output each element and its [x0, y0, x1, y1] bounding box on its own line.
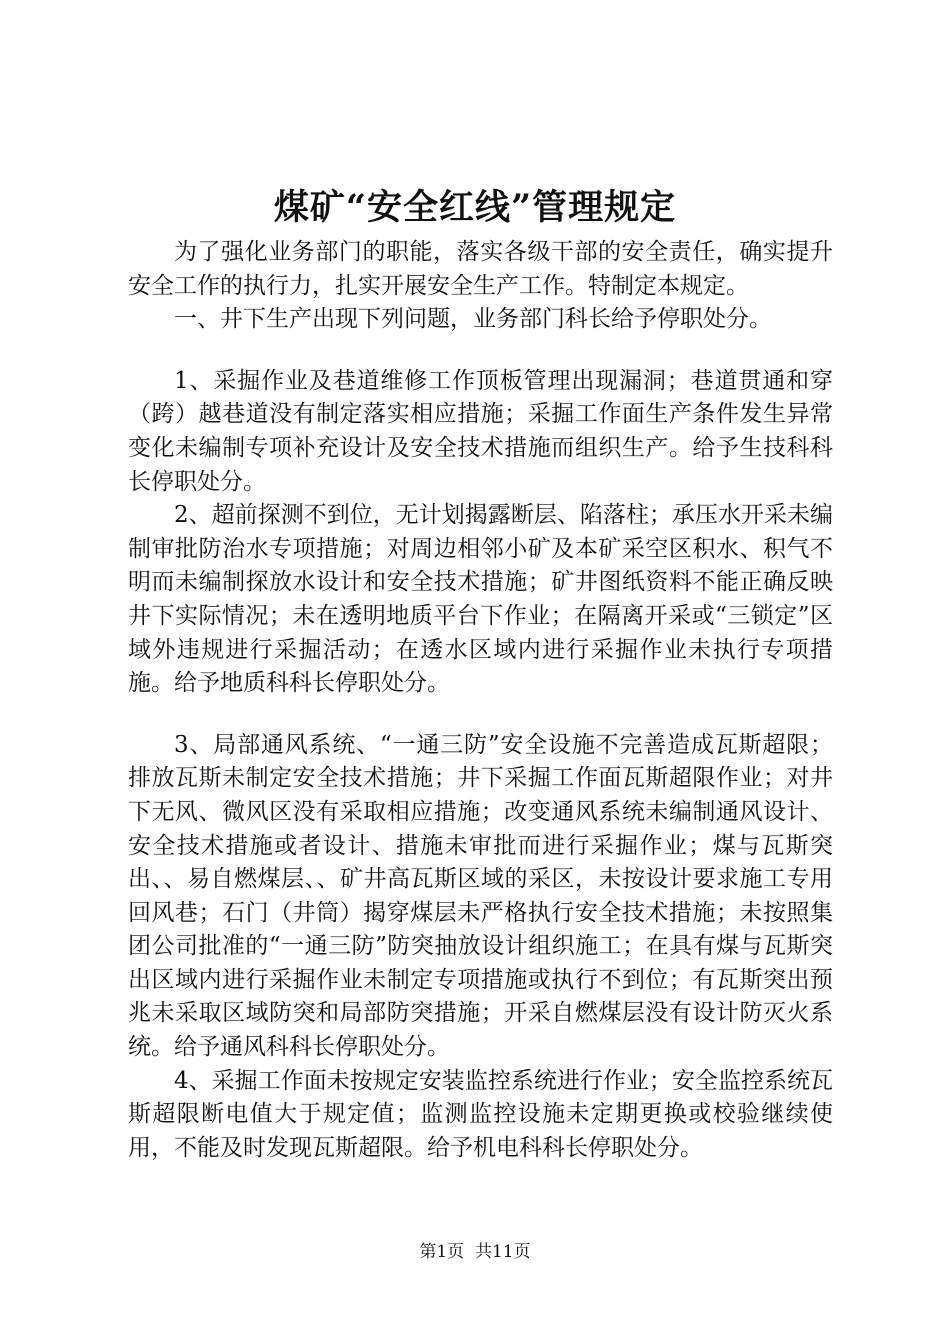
page-footer — [0, 1240, 950, 1264]
section-heading: 一、井下生产出现下列问题，业务部门科长给予停职处分。 — [174, 306, 772, 333]
intro-paragraph: 为了强化业务部门的职能，落实各级干部的安全责任，确实提升安全工作的执行力，扎实开展安全生产工作。特制定本规定。 — [128, 239, 833, 299]
document-body — [128, 236, 833, 1165]
document-title: 煤矿“安全红线”管理规定 — [273, 187, 677, 228]
clause-4-paragraph: 4、采掘工作面未按规定安装监控系统进行作业；安全监控系统瓦斯超限断电值大于规定值；监测监控设施未定期更换或校验继续使用，不能及时发现瓦斯超限。给予机电科科长停职处分。 — [128, 1067, 833, 1161]
clause-3-paragraph: 3、局部通风系统、“一通三防”安全设施不完善造成瓦斯超限；排放瓦斯未制定安全技术措施；井下采掘工作面瓦斯超限作业；对井下无风、微风区没有采取相应措施；改变通风系统未编制通风设计、安全技术措施或者设计、措施未审批而进行采掘作业；煤与瓦斯突出、、易自燃煤层、、矿井高瓦斯区域的采区，未按设计要求施工专用回风巷；石门（井筒）揭穿煤层未严格执行安全技术措施；未按照集团公司批准的“一通三防”防突抽放设计组织施工；在具有煤与瓦斯突出区域内进行采掘作业未制定专项措施或执行不到位；有瓦斯突出预兆未采取区域防突和局部防突措施；开采自燃煤层没有设计防灭火系统。给予通风科科长停职处分。 — [128, 731, 833, 1061]
clause-1-paragraph: 1、采掘作业及巷道维修工作顶板管理出现漏洞；巷道贯通和穿（跨）越巷道没有制定落实相应措施；采掘工作面生产条件发生异常变化未编制专项补充设计及安全技术措施而组织生产。给予生技科科长停职处分。 — [128, 367, 833, 495]
clause-2-paragraph: 2、超前探测不到位，无计划揭露断层、陷落柱；承压水开采未编制审批防治水专项措施；对周边相邻小矿及本矿采空区积水、积气不明而未编制探放水设计和安全技术措施；矿井图纸资料不能正确反映井下实际情况；未在透明地质平台下作业；在隔离开采或“三锁定”区域外违规进行采掘活动；在透水区域内进行采掘作业未执行专项措施。给予地质科科长停职处分。 — [128, 502, 833, 697]
page-number-label: 第1页 共11页 — [419, 1242, 531, 1262]
